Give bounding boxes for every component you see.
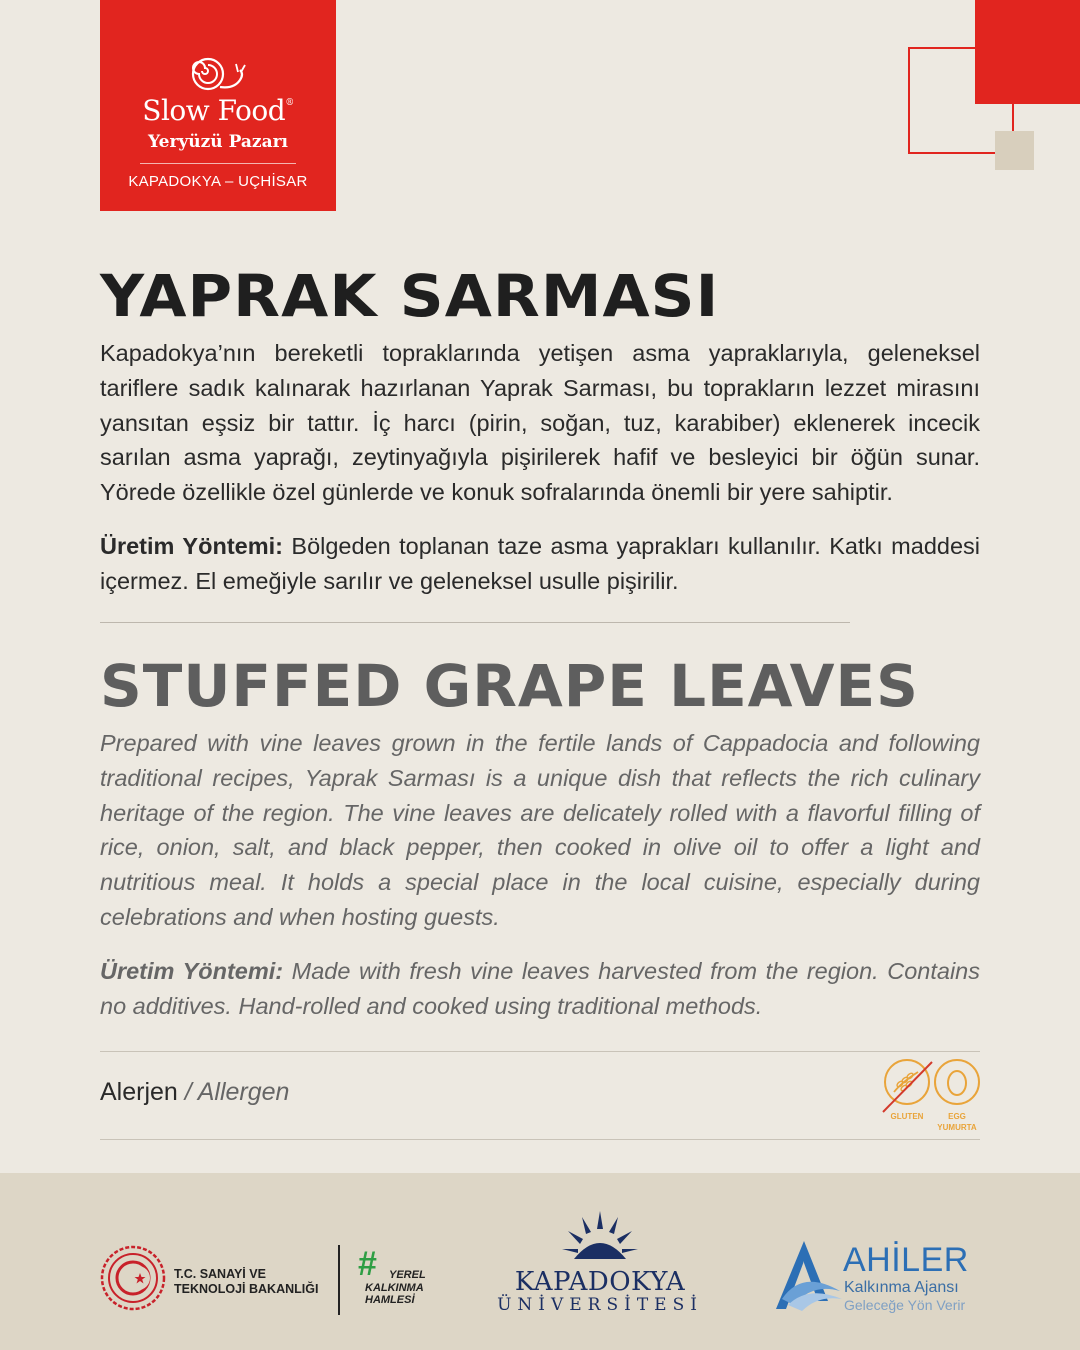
ministry-name: T.C. SANAYİ VE TEKNOLOJİ BAKANLIĞI <box>174 1267 319 1296</box>
campaign-name: YEREL KALKINMA HAMLESİ <box>365 1269 426 1306</box>
ministry-emblem-icon <box>100 1245 166 1311</box>
section-divider <box>100 622 850 623</box>
agency-tagline: Geleceğe Yön Verir <box>844 1297 966 1313</box>
title-turkish: YAPRAK SARMASI <box>100 262 720 330</box>
method-english <box>100 954 980 1024</box>
brand-name: Slow Food® <box>142 94 294 127</box>
footer-sponsors <box>0 1173 1080 1350</box>
university-name: KAPADOKYA <box>514 1267 686 1297</box>
decor-beige-square <box>995 131 1034 170</box>
gluten-icon <box>883 1060 932 1121</box>
snail-icon <box>190 56 248 92</box>
method-label: Üretim Yöntemi: <box>100 958 284 984</box>
university-subtitle: ÜNİVERSİTESİ <box>497 1295 703 1315</box>
logo-divider <box>140 163 296 164</box>
slow-food-logo <box>100 0 336 211</box>
method-turkish <box>100 529 980 599</box>
allergen-icons <box>878 1056 984 1136</box>
svg-text:GLUTEN: GLUTEN <box>890 1112 924 1121</box>
method-text: Made with fresh vine leaves harvested from the region. Contains no additives. Hand-rolled and cooked using traditional methods. <box>100 958 981 1019</box>
method-text: Bölgeden toplanan taze asma yaprakları kullanılır. Katkı maddesi içermez. El emeğiyle sarılır ve geleneksel usulle pişirilir. <box>100 533 980 594</box>
egg-icon <box>935 1060 979 1132</box>
brand-location: KAPADOKYA – UÇHİSAR <box>128 173 308 190</box>
agency-subtitle: Kalkınma Ajansı <box>844 1279 959 1296</box>
svg-text:EGG: EGG <box>948 1112 966 1121</box>
university-emblem-icon <box>560 1209 640 1267</box>
description-turkish: Kapadokya’nın bereketli topraklarında yetişen asma yapraklarıyla, geleneksel tariflere sadık kalınarak hazırlanan Yaprak Sarması, bu toprakların lezzet mirasını yansıtan eşsiz bir tattır. İç harcı (pirin, soğan, tuz, karabiber) eklenerek incecik sarılan asma yaprağı, zeytinyağıyla pişirilerek hafif ve besleyici bir öğün sunar. Yörede özellikle özel günlerde ve konuk sofralarında önemli bir yere sahiptir. <box>100 340 980 506</box>
footer-divider <box>338 1245 340 1315</box>
brand-subtitle: Yeryüzü Pazarı <box>147 132 289 152</box>
allergen-top-rule <box>100 1051 980 1052</box>
campaign-hash: # <box>358 1245 377 1283</box>
title-english: STUFFED GRAPE LEAVES <box>100 652 919 720</box>
allergen-bottom-rule <box>100 1139 980 1140</box>
agency-name: AHİLER <box>843 1241 969 1279</box>
allergen-label: Alerjen / Allergen <box>100 1078 290 1106</box>
description-english: Prepared with vine leaves grown in the fertile lands of Cappadocia and following traditional recipes, Yaprak Sarması is a unique dish that reflects the rich culinary heritage of the region. The vine leaves are delicately rolled with a flavorful filling of rice, onion, salt, and black pepper, then cooked in olive oil to offer a light and nutritious meal. It holds a special place in the local cuisine, especially during celebrations and when hosting guests. <box>100 730 980 930</box>
svg-text:YUMURTA: YUMURTA <box>937 1123 977 1132</box>
method-label: Üretim Yöntemi: <box>100 533 283 559</box>
ahiler-wave-icon <box>772 1239 844 1311</box>
